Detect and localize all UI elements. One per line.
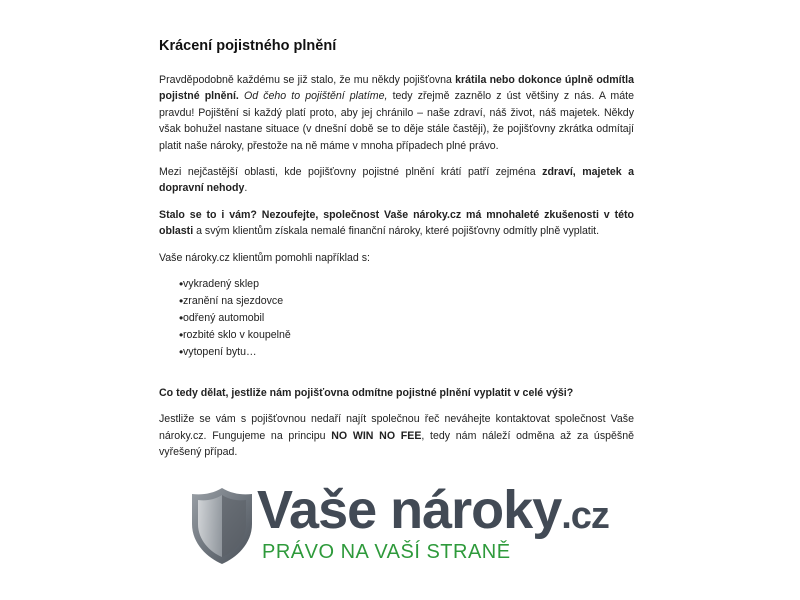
company-logo xyxy=(190,480,620,574)
bold-text: Stalo se to i vám? Nezoufejte, společnost Vaše nároky.cz má mnohaleté zkušenosti v této oblasti xyxy=(159,208,634,238)
paragraph-contact xyxy=(159,411,634,460)
logo-slogan: PRÁVO NA VAŠÍ STRANĚ xyxy=(262,541,511,563)
examples-list xyxy=(159,276,634,361)
page-title: Krácení pojistného plnění xyxy=(159,38,337,54)
paragraph-intro xyxy=(159,72,634,154)
logo-name: Vaše nároky xyxy=(257,480,562,540)
text: a svým klientům získala nemalé finanční nároky, které pojišťovny odmítly plně vyplatit. xyxy=(193,225,600,238)
paragraph-company xyxy=(159,207,634,240)
paragraph-areas xyxy=(159,164,634,197)
text: Jestliže se vám s pojišťovnou nedaří najít společnou řeč neváhejte kontaktovat společnost Vaše nároky.cz. Fungujeme na principu xyxy=(159,413,634,442)
text: Mezi nejčastější oblasti, kde pojišťovny pojistné plnění krátí patří zejména xyxy=(159,166,543,179)
text: Pravděpodobně každému se již stalo, že mu někdy pojišťovna xyxy=(159,74,456,86)
text: , tedy nám náleží odměna až za úspěšně vyřešený případ. xyxy=(159,429,634,459)
list-item: • vytopení bytu… xyxy=(159,344,634,361)
logo-tld: .cz xyxy=(561,495,609,537)
list-item: • rozbité sklo v koupelně xyxy=(159,327,634,344)
bold-text: zdraví, majetek a dopravní nehody xyxy=(159,166,635,195)
bold-text: Co tedy dělat, jestliže nám pojišťovna odmítne pojistné plnění vyplatit v celé výši? xyxy=(159,387,574,400)
shield-icon xyxy=(190,486,254,566)
bold-text: krátila nebo dokonce úplně odmítla pojistné plnění. xyxy=(159,74,634,103)
paragraph-examples-intro: Vaše nároky.cz klientům pomohli například s: xyxy=(159,251,370,264)
bold-text: NO WIN NO FEE xyxy=(331,429,422,442)
text: . xyxy=(244,182,248,195)
italic-text: Od čeho to pojištění platíme, xyxy=(243,90,388,103)
document-page xyxy=(159,36,634,471)
list-item: • vykradený sklep xyxy=(159,276,634,293)
list-item: • odřený automobil xyxy=(159,310,634,327)
question-heading xyxy=(159,385,634,401)
list-item: • zranění na sjezdovce xyxy=(159,293,634,310)
logo-wordmark xyxy=(257,478,609,548)
text: tedy zřejmě zaznělo z úst většiny z nás. A máte pravdu! Pojištění si každý platí proto, aby jej chránilo – naše zdraví, náš život, náš majetek. Někdy však bohužel nastane situace (v dnešní době se to děje stále častěji), že pojišťovny zkrátka odmítají platit naše nároky, přestože na ně máme v mnoha případech plné právo. xyxy=(159,90,634,152)
